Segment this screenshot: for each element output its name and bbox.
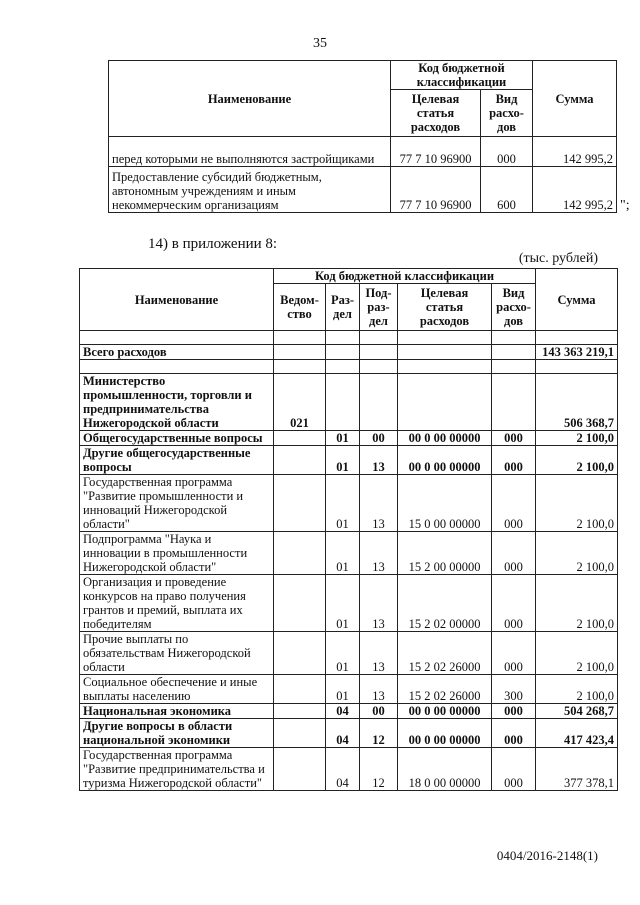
- row-section: 01: [326, 575, 360, 632]
- row-sum: 2 100,0: [536, 431, 618, 446]
- spacer-row: [80, 360, 618, 374]
- row-target: 15 2 02 00000: [398, 575, 492, 632]
- row-subsection: 12: [360, 748, 398, 791]
- table-row: [80, 704, 618, 719]
- row-name: Другие общегосударственные вопросы: [80, 446, 274, 475]
- row-name: Государственная программа "Развитие промышленности и инноваций Нижегородской области": [80, 475, 274, 532]
- row-section: 01: [326, 675, 360, 704]
- table-row: [80, 475, 618, 532]
- page-number: 35: [313, 36, 327, 51]
- row-sum: 2 100,0: [536, 532, 618, 575]
- header-sum: Сумма: [533, 61, 617, 137]
- row-target: 15 2 02 26000: [398, 632, 492, 675]
- row-sum: 2 100,0: [536, 675, 618, 704]
- row-sum: 417 423,4: [536, 719, 618, 748]
- row-section: 01: [326, 431, 360, 446]
- row-type: 000: [492, 704, 536, 719]
- header-subsection: Под- раз- дел: [360, 284, 398, 331]
- row-target: 15 2 02 26000: [398, 675, 492, 704]
- table-row: [80, 431, 618, 446]
- row-target: 15 0 00 00000: [398, 475, 492, 532]
- row-subsection: [360, 345, 398, 360]
- row-name: Общегосударственные вопросы: [80, 431, 274, 446]
- budget-table-continuation: [108, 60, 617, 213]
- row-target: [398, 345, 492, 360]
- row-subsection: 13: [360, 675, 398, 704]
- row-name: Всего расходов: [80, 345, 274, 360]
- row-type: 000: [492, 532, 536, 575]
- table-row: [80, 748, 618, 791]
- row-name: Социальное обеспечение и иные выплаты населению: [80, 675, 274, 704]
- row-name: Предоставление субсидий бюджетным, автономным учреждениям и иным некоммерческим организациям: [109, 167, 391, 213]
- header-type: Вид расхо- дов: [492, 284, 536, 331]
- document-code: 0404/2016-2148(1): [496, 848, 598, 863]
- section-intro: 14) в приложении 8:: [148, 236, 278, 252]
- row-target: 00 0 00 00000: [398, 446, 492, 475]
- row-target: 77 7 10 96900: [391, 167, 481, 213]
- row-target: [398, 374, 492, 431]
- row-target: 00 0 00 00000: [398, 431, 492, 446]
- row-type: 000: [492, 575, 536, 632]
- row-subsection: [360, 374, 398, 431]
- row-type: 000: [492, 719, 536, 748]
- units-label: (тыс. рублей): [518, 251, 598, 266]
- row-ministry: [274, 719, 326, 748]
- table-closing-mark: ";: [620, 198, 630, 213]
- table-row: [80, 446, 618, 475]
- row-name: Организация и проведение конкурсов на право получения грантов и премий, выплата их победителям: [80, 575, 274, 632]
- header-code-group: Код бюджетной классификации: [274, 269, 536, 284]
- table-row: [80, 345, 618, 360]
- table-row: [80, 675, 618, 704]
- row-ministry: [274, 704, 326, 719]
- table-row: [80, 719, 618, 748]
- row-section: 01: [326, 446, 360, 475]
- row-ministry: [274, 532, 326, 575]
- row-name: Прочие выплаты по обязательствам Нижегородской области: [80, 632, 274, 675]
- row-target: 00 0 00 00000: [398, 719, 492, 748]
- table-row: [80, 575, 618, 632]
- row-ministry: [274, 431, 326, 446]
- row-subsection: 00: [360, 431, 398, 446]
- row-section: 04: [326, 748, 360, 791]
- row-type: 000: [492, 748, 536, 791]
- row-type: 300: [492, 675, 536, 704]
- spacer-row: [80, 331, 618, 345]
- table-row: [80, 532, 618, 575]
- row-section: 04: [326, 719, 360, 748]
- row-subsection: 13: [360, 575, 398, 632]
- row-type: 000: [481, 137, 533, 167]
- row-ministry: [274, 675, 326, 704]
- row-sum: 506 368,7: [536, 374, 618, 431]
- row-ministry: [274, 575, 326, 632]
- row-target: 15 2 00 00000: [398, 532, 492, 575]
- row-name: Государственная программа "Развитие предпринимательства и туризма Нижегородской области": [80, 748, 274, 791]
- row-subsection: 13: [360, 532, 398, 575]
- row-subsection: 00: [360, 704, 398, 719]
- header-code-group: Код бюджетной классификации: [391, 61, 533, 90]
- row-ministry: [274, 345, 326, 360]
- row-target: 77 7 10 96900: [391, 137, 481, 167]
- row-section: 01: [326, 475, 360, 532]
- row-type: 000: [492, 475, 536, 532]
- table-row: [109, 167, 617, 213]
- row-subsection: 12: [360, 719, 398, 748]
- row-sum: 142 995,2: [533, 167, 617, 213]
- header-section: Раз- дел: [326, 284, 360, 331]
- row-sum: 2 100,0: [536, 475, 618, 532]
- row-ministry: 021: [274, 374, 326, 431]
- row-subsection: 13: [360, 632, 398, 675]
- header-target: Целевая статья расходов: [391, 90, 481, 137]
- row-name: Другие вопросы в области национальной экономики: [80, 719, 274, 748]
- row-type: 000: [492, 446, 536, 475]
- row-subsection: 13: [360, 475, 398, 532]
- header-ministry: Ведом- ство: [274, 284, 326, 331]
- row-sum: 377 378,1: [536, 748, 618, 791]
- row-type: 000: [492, 632, 536, 675]
- table-row: [109, 137, 617, 167]
- table-row: [80, 632, 618, 675]
- row-name: Подпрограмма "Наука и инновации в промышленности Нижегородской области": [80, 532, 274, 575]
- row-name: Национальная экономика: [80, 704, 274, 719]
- row-type: [492, 374, 536, 431]
- row-subsection: 13: [360, 446, 398, 475]
- table-row: [80, 374, 618, 431]
- header-target: Целевая статья расходов: [398, 284, 492, 331]
- row-section: 01: [326, 632, 360, 675]
- budget-table-appendix-8: [79, 268, 618, 791]
- header-name: Наименование: [109, 61, 391, 137]
- row-section: 04: [326, 704, 360, 719]
- row-sum: 142 995,2: [533, 137, 617, 167]
- header-sum: Сумма: [536, 269, 618, 331]
- row-sum: 2 100,0: [536, 446, 618, 475]
- row-sum: 2 100,0: [536, 632, 618, 675]
- row-section: [326, 374, 360, 431]
- row-sum: 504 268,7: [536, 704, 618, 719]
- row-section: 01: [326, 532, 360, 575]
- row-ministry: [274, 446, 326, 475]
- header-type: Вид расхо- дов: [481, 90, 533, 137]
- row-type: [492, 345, 536, 360]
- row-target: 00 0 00 00000: [398, 704, 492, 719]
- row-ministry: [274, 632, 326, 675]
- row-ministry: [274, 475, 326, 532]
- row-name: Министерство промышленности, торговли и предпринимательства Нижегородской области: [80, 374, 274, 431]
- row-sum: 2 100,0: [536, 575, 618, 632]
- row-sum: 143 363 219,1: [536, 345, 618, 360]
- row-target: 18 0 00 00000: [398, 748, 492, 791]
- row-type: 000: [492, 431, 536, 446]
- row-type: 600: [481, 167, 533, 213]
- header-name: Наименование: [80, 269, 274, 331]
- row-section: [326, 345, 360, 360]
- row-name: перед которыми не выполняются застройщиками: [109, 137, 391, 167]
- row-ministry: [274, 748, 326, 791]
